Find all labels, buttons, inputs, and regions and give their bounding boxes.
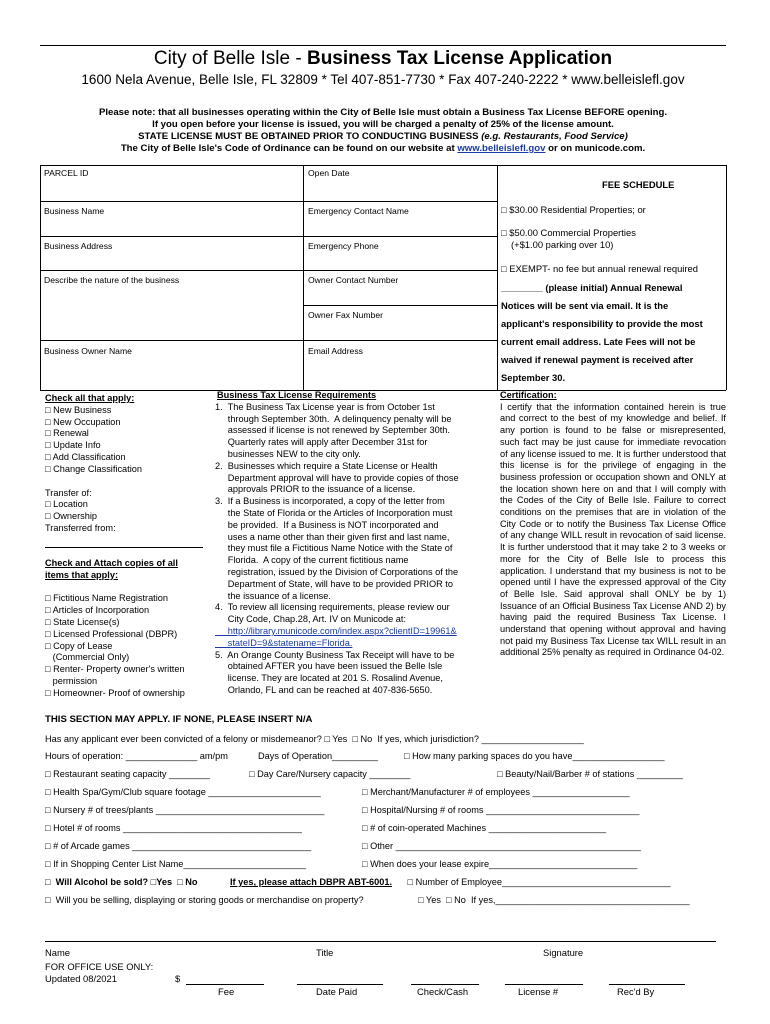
owner-name-field[interactable]: Business Owner Name [44,346,132,356]
requirements-list [215,402,495,697]
requirement-line: obtained AFTER you have been issued the Belle Isle [215,661,443,672]
requirement-line: http://library.municode.com/index.aspx?clientID=19961& [215,625,457,636]
fee-commercial-checkbox[interactable]: □ $50.00 Commercial Properties [501,227,636,238]
change-classification-checkbox[interactable]: □ Change Classification [45,463,142,474]
health-field[interactable]: □ Health Spa/Gym/Club square footage ______________________ [45,787,321,797]
transfer-ownership-checkbox[interactable]: □ Ownership [45,511,98,522]
grid-line [726,165,727,390]
requirements-heading: Business Tax License Requirements [217,390,377,400]
fee-residential-checkbox[interactable]: □ $30.00 Residential Properties; or [501,204,646,215]
other-field[interactable]: □ Other ________________________________________________ [362,841,641,851]
signature-label: Signature [543,947,584,958]
requirement-line: 3. If a Business is incorporated, a copy of the letter from [215,496,445,507]
check-cash-line[interactable] [411,984,479,985]
requirement-line: approvals PRIOR to the issuance of a license. [215,484,416,495]
attach-heading-1: Check and Attach copies of all [45,557,178,568]
business-name-field[interactable]: Business Name [44,206,105,216]
emergency-contact-field[interactable]: Emergency Contact Name [308,206,409,216]
recd-by-line[interactable] [609,984,685,985]
arcade-field[interactable]: □ # of Arcade games ___________________________________ [45,841,312,851]
name-label: Name [45,947,71,958]
owner-contact-field[interactable]: Owner Contact Number [308,275,399,285]
nature-of-business-field[interactable]: Describe the nature of the business [44,275,180,285]
grid-line [40,201,497,202]
check-cash-label: Check/Cash [417,986,469,997]
transferred-from-line[interactable] [45,535,203,548]
fee-label: Fee [218,986,235,997]
selling-yes-no[interactable]: □ Yes □ No If yes,______________________________________ [418,895,690,905]
permission-note: permission [45,675,98,686]
certification-text: I certify that the information contained herein is true and correct to the best of my knowledge and belief. If any portion is found to be false or misrepresented, such fact may be just cause for immediate revocation of any license issued to me. It is further understood that this license is for the privilege of engaging in the business profession or occupation shown and ONLY at the location shown here on and that I will comply with the Codes of the City of Belle Isle. Failure to correct conditions on the premises that are in violation of the City Code or to notify the Business Tax License Office of any change WILL result in revocation of said license. It is further understood that it may take 2 to 3 weeks or more for the City of Belle Isle to process this application. I understand that my business is not to be opened until I have the expressed approval of the City of Belle Isle. Said approval shall ONLY be by 1) Issuance of an Official Business Tax License AND 2) by having paid the required Business Tax License. I understand that opening without approval and having not paid my Business Tax License tax WILL result in an additional 25% penalty as required in Ordinance 04-02. [500,401,726,658]
daycare-field[interactable]: □ Day Care/Nursery capacity ________ [249,769,411,779]
requirement-line: Department of State, will have to be provided PRIOR to [215,578,453,589]
articles-checkbox[interactable]: □ Articles of Incorporation [45,605,150,616]
requirement-line: be provided. If a Business is NOT incorporated and [215,519,439,530]
requirement-line: the State of Florida or the Articles of Incorporation must [215,507,453,518]
transferred-from-label: Transferred from: [45,522,116,533]
notice-line-3: STATE LICENSE MUST BE OBTAINED PRIOR TO CONDUCTING BUSINESS (e.g. Restaurants, Food Service) [138,131,628,142]
attach-heading-2: items that apply: [45,569,119,580]
update-info-checkbox[interactable]: □ Update Info [45,440,101,451]
renewal-checkbox[interactable]: □ Renewal [45,428,89,439]
grid-line [40,165,726,166]
hospital-field[interactable]: □ Hospital/Nursing # of rooms ______________________________ [362,805,640,815]
website-link[interactable]: www.belleislefl.gov [457,143,546,154]
license-line[interactable] [505,984,583,985]
requirement-line: Florida. A copy of the current fictitious name [215,555,409,566]
requirement-line: 4. To review all licensing requirements, please review our [215,602,450,613]
requirement-line: uses a name other than their given first and last name, [215,531,450,542]
homeowner-proof-checkbox[interactable]: □ Homeowner- Proof of ownership [45,687,185,698]
business-address-field[interactable]: Business Address [44,241,113,251]
requirement-line: Department approval will have to provide copies of those [215,472,459,483]
title-label: Title [316,947,334,958]
notice-line-2: If you open before your license is issued, you will be charged a penalty of 25% of the license amount. [152,119,614,130]
requirement-line: Quarterly rates will apply after December 31st for [215,437,428,448]
owner-fax-field[interactable]: Owner Fax Number [308,310,383,320]
requirement-line: City Code, Chap.28, Art. IV on Municode at: [215,614,406,625]
renewal-note: ________ (please initial) Annual Renewal Notices will be sent via email. It is the applicant's responsibility to provide the most current email address. Late Fees will not be waived if renewal payment is received after September 30. [501,282,703,383]
new-occupation-checkbox[interactable]: □ New Occupation [45,416,121,427]
lease-note: (Commercial Only) [45,652,130,663]
requirement-line: 1. The Business Tax License year is from October 1st [215,401,435,412]
requirement-line: businesses NEW to the city only. [215,448,361,459]
check-all-column [45,393,210,700]
grid-line [303,165,304,390]
fictitious-name-checkbox[interactable]: □ Fictitious Name Registration [45,593,168,604]
days-field[interactable]: Days of Operation_________ [258,751,379,761]
selling-question[interactable]: □ Will you be selling, displaying or storing goods or merchandise on property? [45,895,364,905]
licensed-professional-checkbox[interactable]: □ Licensed Professional (DBPR) [45,628,178,639]
certification-heading: Certification: [500,390,557,400]
requirement-line: assessed if license is not renewed by September 30th. [215,425,450,436]
page-title: City of Belle Isle - Business Tax License Application [153,48,613,69]
beauty-field[interactable]: □ Beauty/Nail/Barber # of stations _________ [497,769,683,779]
renter-permission-checkbox[interactable]: □ Renter- Property owner's written [45,664,185,675]
parcel-id-field[interactable]: PARCEL ID [44,168,89,178]
employees-field[interactable]: □ Number of Employee_________________________________ [405,877,671,887]
section-heading: THIS SECTION MAY APPLY. IF NONE, PLEASE INSERT N/A [45,714,313,725]
grid-line [303,305,497,306]
state-license-checkbox[interactable]: □ State License(s) [45,616,120,627]
transfer-heading: Transfer of: [45,487,92,498]
merchant-field[interactable]: □ Merchant/Manufacturer # of employees ___________________ [362,787,630,797]
requirement-line: through September 30th. A delinquency penalty will be [215,413,452,424]
requirement-line: registration, issued by the Division of Corporations of the [215,566,459,577]
requirement-line: license. They are located at 201 S. Rosalind Avenue, [215,673,443,684]
notice-line-4: The City of Belle Isle's Code of Ordinance can be found on our website at www.belleislefl.gov or on municode.com. [120,143,646,154]
fee-commercial-note: (+$1.00 parking over 10) [511,239,614,250]
grid-line [40,236,497,237]
transfer-location-checkbox[interactable]: □ Location [45,499,88,510]
contact-line: 1600 Nela Avenue, Belle Isle, FL 32809 * Tel 407-851-7730 * Fax 407-240-2222 * www.belleislefl.gov [81,72,685,87]
shopping-center-field[interactable]: □ If in Shopping Center List Name________________________ [45,859,306,869]
fee-schedule-title: FEE SCHEDULE [602,179,675,190]
certification-column [500,390,726,659]
recd-by-label: Rec'd By [617,986,655,997]
date-paid-label: Date Paid [316,986,358,997]
grid-line [40,165,41,390]
email-field[interactable]: Email Address [308,346,363,356]
lease-expire-field[interactable]: □ When does your lease expire_____________________________ [362,859,638,869]
new-business-checkbox[interactable]: □ New Business [45,404,112,415]
parking-field[interactable]: □ How many parking spaces do you have__________________ [404,751,665,761]
requirement-line: 5. An Orange County Business Tax Receipt will have to be [215,649,455,660]
coin-machines-field[interactable]: □ # of coin-operated Machines _______________________ [362,823,607,833]
fee-exempt-checkbox[interactable]: □ EXEMPT- no fee but annual renewal required [501,263,698,274]
top-rule [40,45,726,46]
requirement-line: Orlando, FL and can be reached at 407-836-5650. [215,684,433,695]
alcohol-question[interactable]: □ Will Alcohol be sold? □Yes □ No [45,877,198,887]
requirement-line: they must file a Fictitious Name Notice with the State of [215,543,453,554]
updated-label: Updated 08/2021 [45,973,117,984]
dollar-sign: $ [175,973,181,984]
hotel-field[interactable]: □ Hotel # of rooms ___________________________________ [45,823,302,833]
grid-line [497,165,498,390]
grid-line [40,270,497,271]
license-number-label: License # [518,986,559,997]
office-use-label: FOR OFFICE USE ONLY: [45,961,154,972]
felony-question[interactable]: Has any applicant ever been convicted of a felony or misdemeanor? □ Yes □ No If yes, which jurisdiction? ____________________ [45,734,584,744]
nursery-field[interactable]: □ Nursery # of trees/plants _________________________________ [45,805,325,815]
restaurant-field[interactable]: □ Restaurant seating capacity ________ [45,769,210,779]
requirement-line: 2. Businesses which require a State License or Health [215,460,438,471]
hours-field[interactable]: Hours of operation: ______________ am/pm [45,751,228,761]
add-classification-checkbox[interactable]: □ Add Classification [45,451,126,462]
copy-of-lease-checkbox[interactable]: □ Copy of Lease [45,640,113,651]
check-all-heading: Check all that apply: [45,393,135,403]
open-date-field[interactable]: Open Date [308,168,350,178]
requirement-line: the issuance of a license. [215,590,331,601]
signature-line[interactable] [45,941,716,942]
fee-line[interactable] [186,984,264,985]
grid-line [40,340,497,341]
date-paid-line[interactable] [297,984,383,985]
notice-line-1: Please note: that all businesses operating within the City of Belle Isle must obtain a Business Tax License BEFORE opening. [98,107,668,118]
requirement-line: stateID=9&statename=Florida. [215,637,353,648]
alcohol-dbpr-note: If yes, please attach DBPR ABT-6001. [230,877,393,887]
emergency-phone-field[interactable]: Emergency Phone [308,241,379,251]
requirements-column [215,390,495,697]
